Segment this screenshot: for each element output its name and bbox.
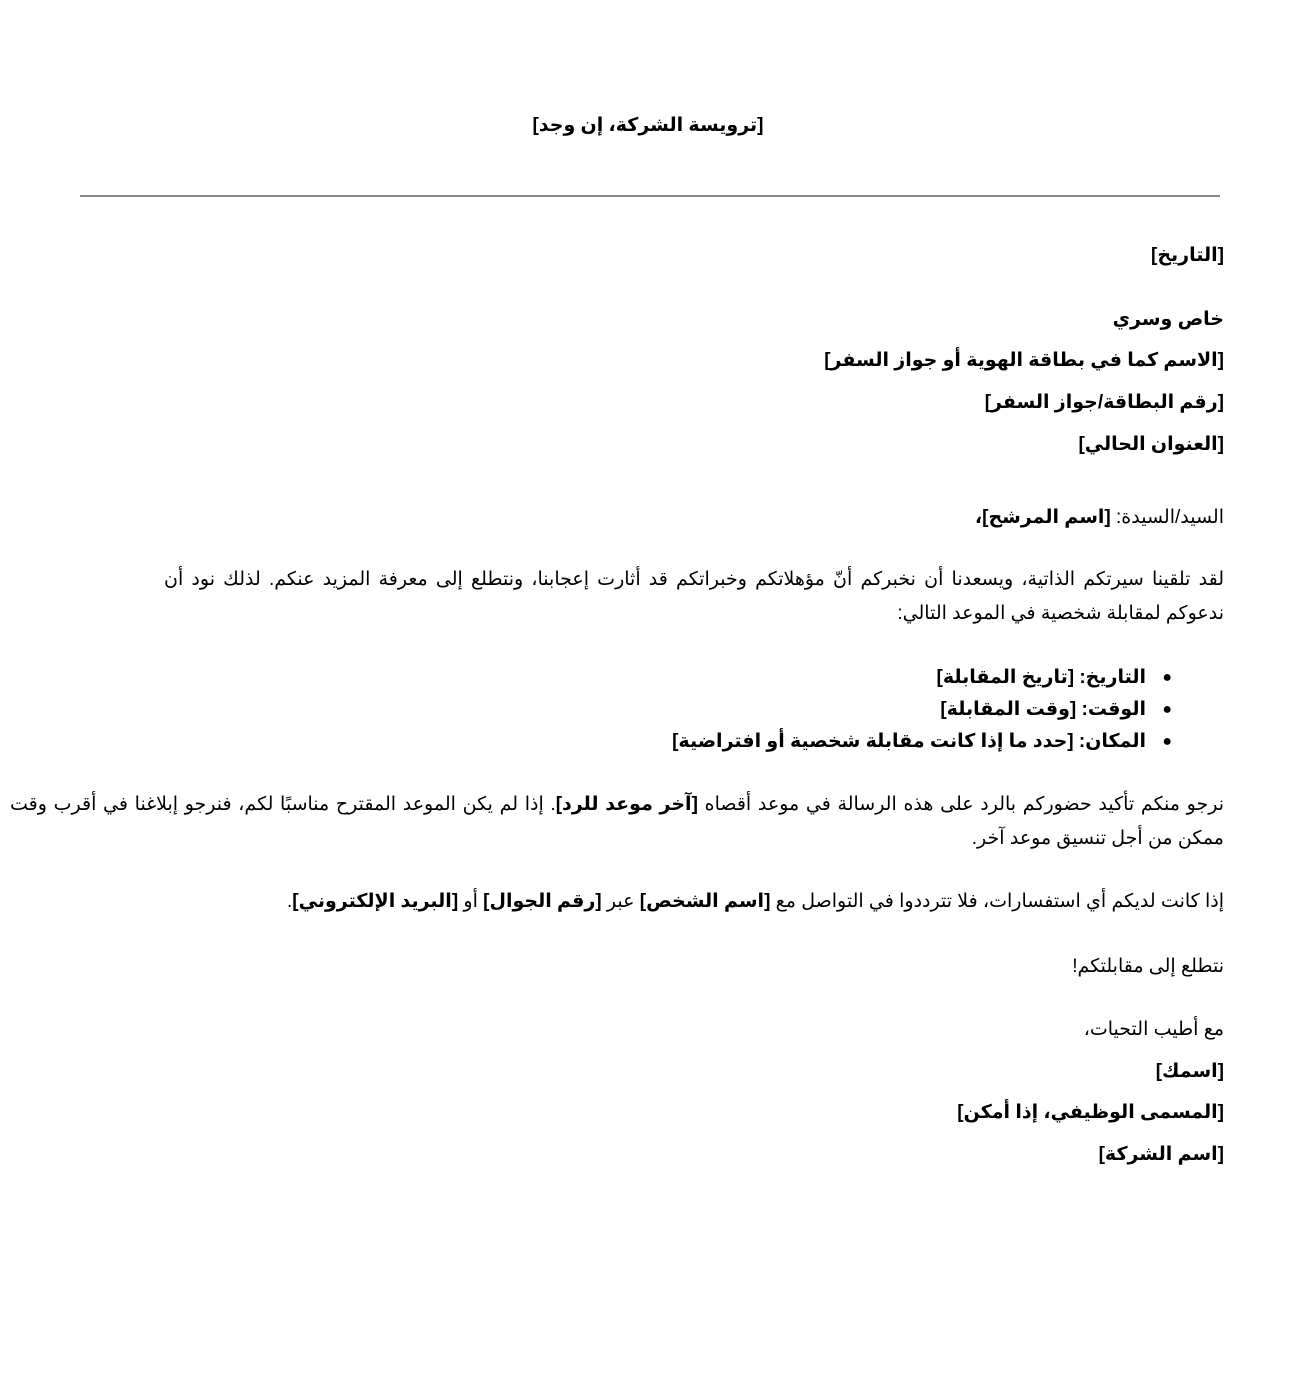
intro-paragraph: لقد تلقينا سيرتكم الذاتية، ويسعدنا أن نخبركم أنّ مؤهلاتكم وخبراتكم قد أثارت إعجابنا، ونتطلع إلى معرفة المزيد عنكم. لذلك نود أن ندعوكم لمقابلة شخصية في الموعد التالي: [164,569,1224,624]
contact-person: [اسم الشخص] [639,891,771,912]
recipient-address: [العنوان الحالي] [1078,434,1224,455]
bullet-icon: ● [1162,669,1172,686]
sender-company: [اسم الشركة] [1098,1144,1224,1165]
interview-details-list [672,662,1172,758]
company-letterhead: [ترويسة الشركة، إن وجد] [532,115,764,136]
recipient-id-number: [رقم البطاقة/جواز السفر] [984,392,1224,413]
confirmation-text-continued: . إذا لم يكن الموعد المقترح مناسبًا لكم، فنرجو إبلاغنا في أقرب وقت ممكن من أجل تنسيق موعد آخر. [10,794,1224,849]
contact-text: . [287,891,293,912]
sender-job-title: [المسمى الوظيفي، إذا أمكن] [957,1102,1224,1123]
list-item [672,662,1172,694]
salutation [975,506,1224,530]
contact-paragraph [287,890,1224,914]
contact-text: أو [458,891,484,912]
detail-label: الوقت: [1076,699,1146,720]
list-item [672,726,1172,758]
letter-date: [التاريخ] [1151,245,1224,266]
detail-value: [حدد ما إذا كانت مقابلة شخصية أو افتراضية] [672,731,1074,752]
sender-name: [اسمك] [1155,1061,1224,1082]
bullet-icon: ● [1162,701,1172,718]
salutation-prefix: السيد/السيدة: [1110,507,1224,528]
reply-deadline: [آخر موعد للرد] [555,794,698,815]
detail-label: المكان: [1073,731,1146,752]
candidate-name: [اسم المرشح]، [974,507,1111,528]
header-divider [80,195,1220,197]
detail-value: [تاريخ المقابلة] [936,667,1075,688]
contact-email: [البريد الإلكتروني] [292,891,459,912]
bullet-icon: ● [1162,733,1172,750]
contact-text: عبر [601,891,640,912]
confidential-label: خاص وسري [1112,309,1224,330]
regards: مع أطيب التحيات، [1083,1019,1224,1040]
contact-text: إذا كانت لديكم أي استفسارات، فلا تترددوا في التواصل مع [770,891,1224,912]
closing-line: نتطلع إلى مقابلتكم! [1072,956,1224,977]
detail-label: التاريخ: [1074,667,1146,688]
recipient-name: [الاسم كما في بطاقة الهوية أو جواز السفر] [824,350,1224,371]
detail-value: [وقت المقابلة] [940,699,1077,720]
confirmation-paragraph [10,788,1224,856]
list-item [672,694,1172,726]
confirmation-text: نرجو منكم تأكيد حضوركم بالرد على هذه الرسالة في موعد أقصاه [697,794,1224,815]
contact-phone: [رقم الجوال] [483,891,602,912]
